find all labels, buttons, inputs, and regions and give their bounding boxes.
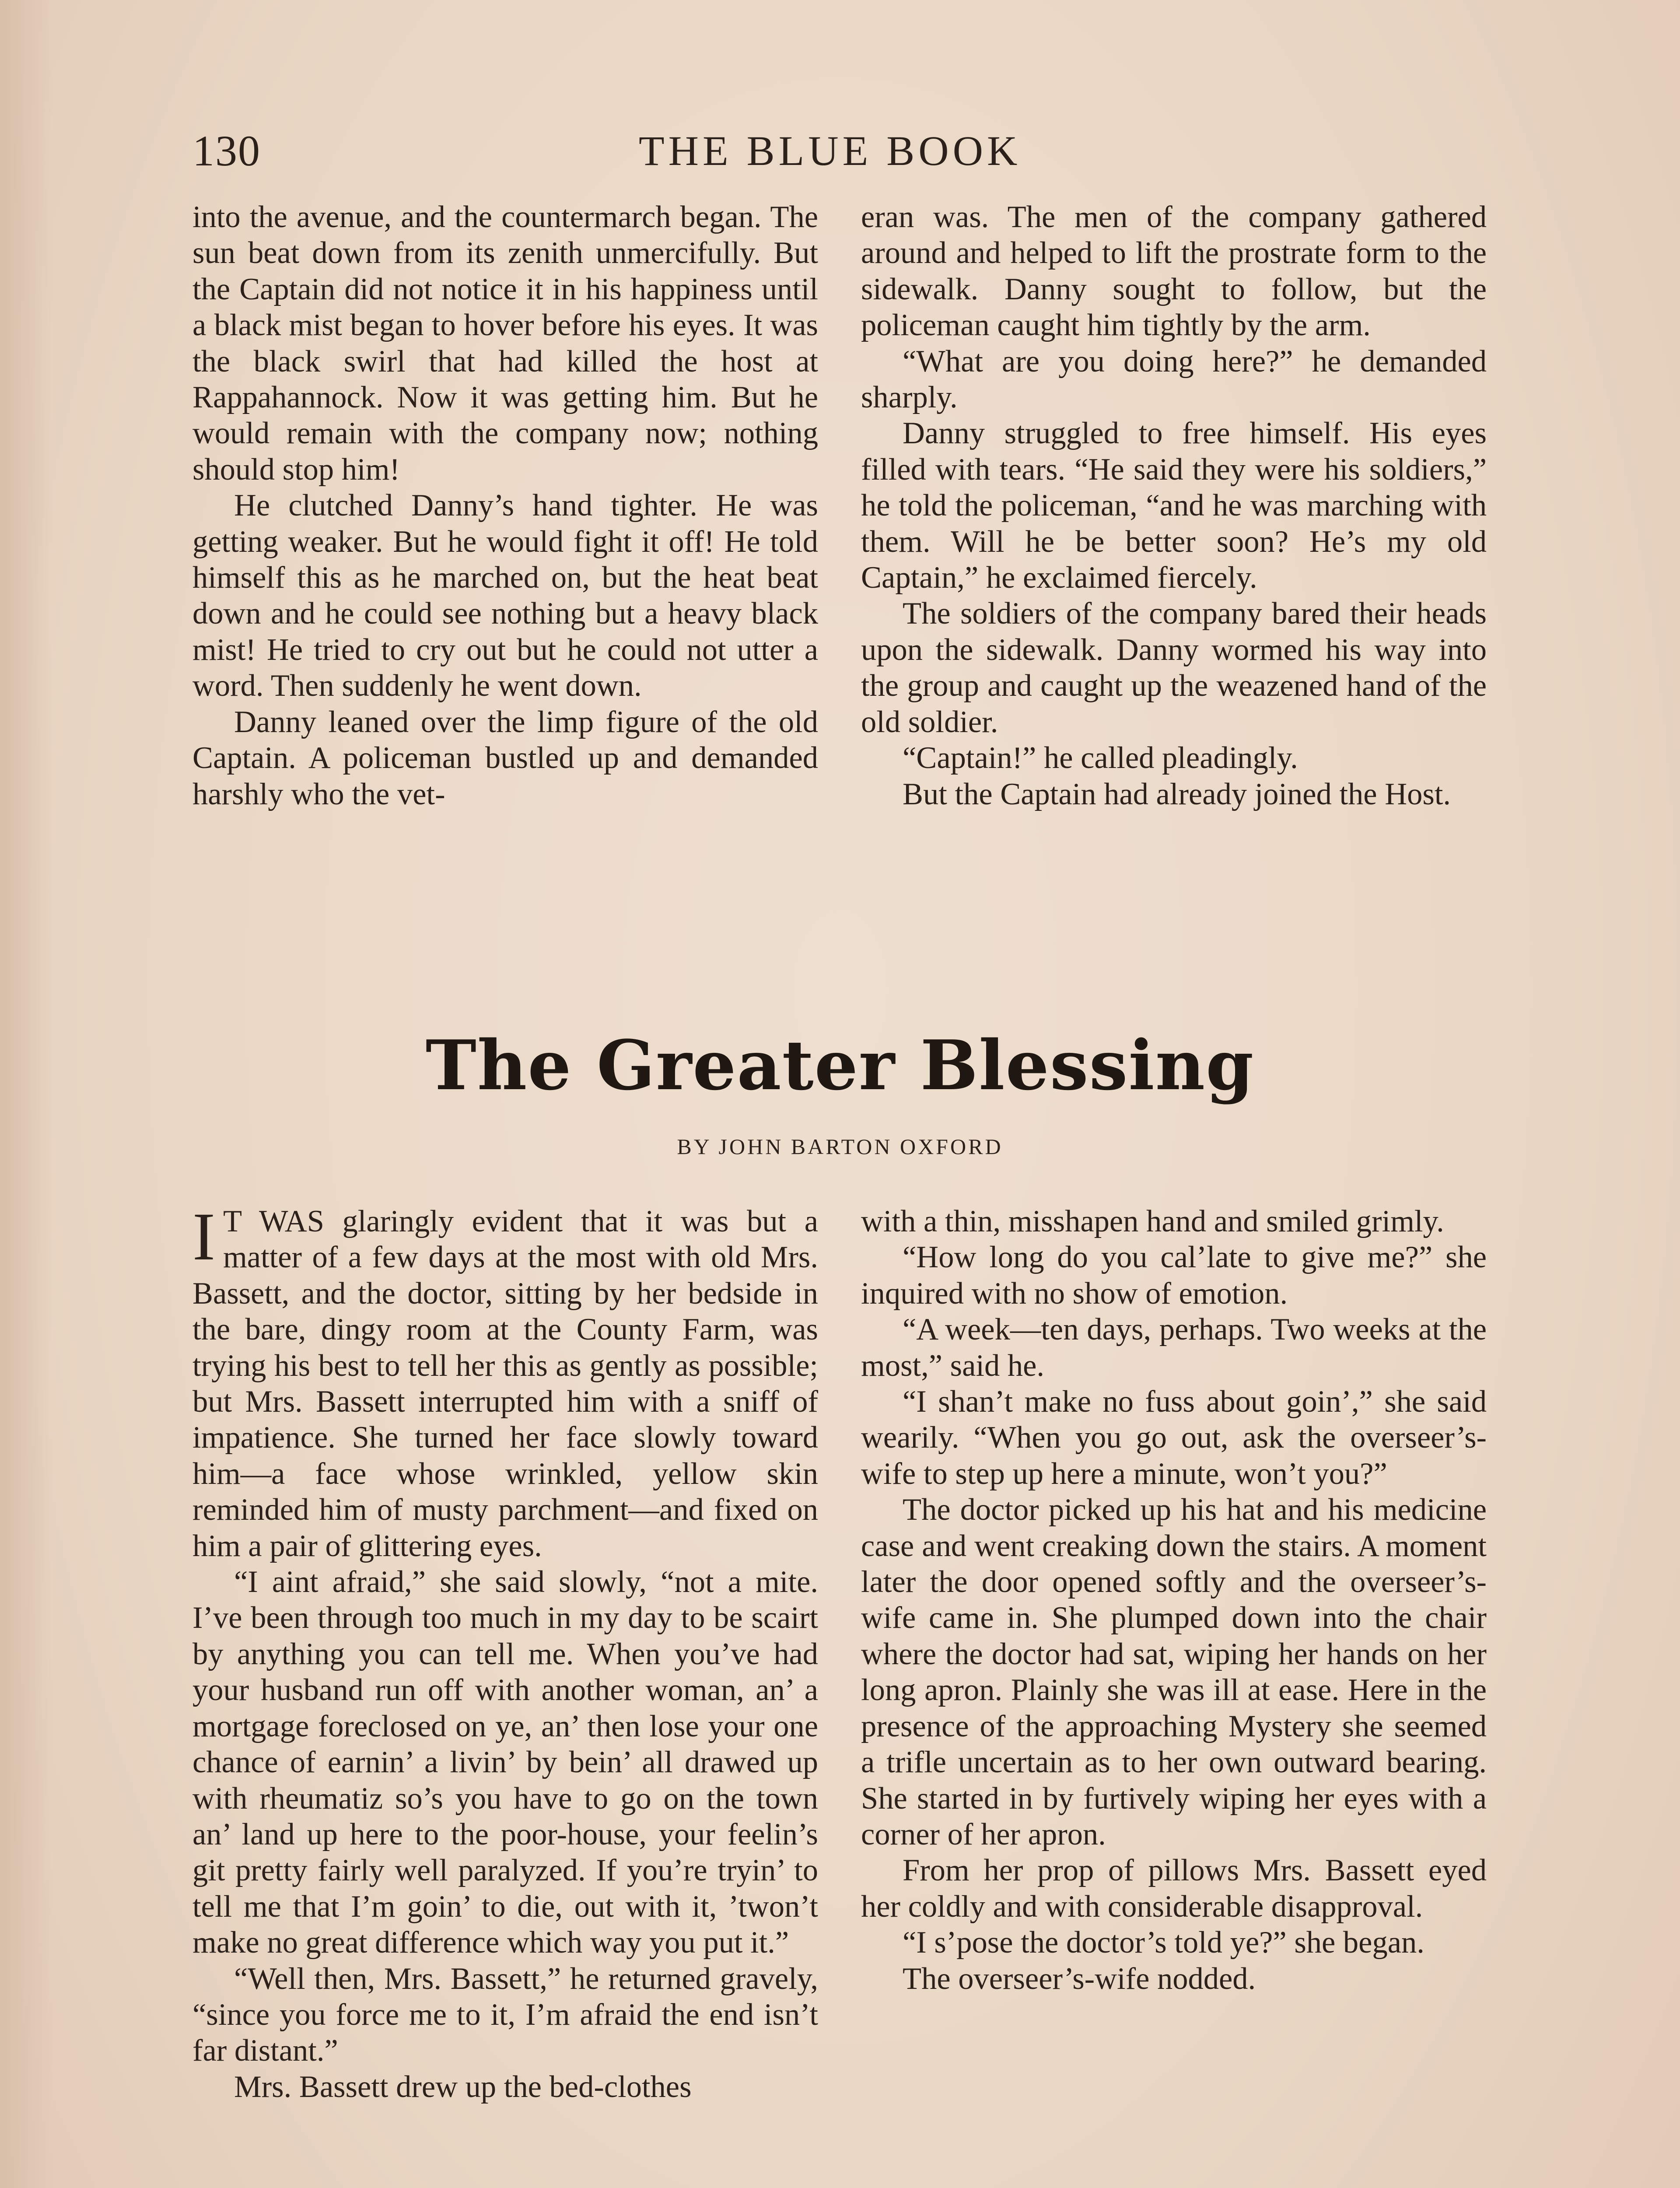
- story-title: The Greater Blessing: [425, 1025, 1255, 1105]
- story-left-column: [192, 1199, 818, 2105]
- page-number: 130: [192, 126, 261, 175]
- opening-paragraph-text: T WAS glaringly evident that it was but a matter of a few days at the most with old Mrs. Bassett, and the doctor, sitting by her bedside in the bare, dingy room at the County Farm, was trying his best to tell her this as gently as possible; but Mrs. Bassett interrupted him with a sniff of impatience. She turned her face slowly toward him—a face whose wrinkled, yellow skin reminded him of musty parchment—and fixed on him a pair of glittering eyes.: [192, 1204, 818, 1563]
- paragraph: But the Captain had already joined the Host.: [903, 777, 1451, 811]
- paragraph: “I s’pose the doctor’s told ye?” she began.: [903, 1925, 1424, 1960]
- paragraph: Danny leaned over the limp figure of the old Captain. A policeman bustled up and demanded harshly who the vet-: [192, 705, 818, 811]
- opening-paragraph: [192, 1199, 818, 1564]
- paragraph: into the avenue, and the countermarch began. The sun beat down from its zenith unmercifully. But the Captain did not notice it in his happiness until a black mist began to hover before his eyes. It was the black swirl that had killed the host at Rappahannock. Now it was getting him. But he would remain with the company now; nothing should stop him!: [192, 200, 818, 487]
- paragraph: The soldiers of the company bared their heads upon the sidewalk. Danny wormed his way into the group and caught up the weazened hand of the old soldier.: [861, 596, 1487, 739]
- paragraph: The doctor picked up his hat and his medicine case and went creaking down the stairs. A moment later the door opened softly and the overseer’s-wife came in. She plumped down into the chair where the doctor had sat, wiping her hands on her long apron. Plainly she was ill at ease. Here in the presence of the approaching Mystery she seemed a trifle uncertain as to her own outward bearing. She started in by furtively wiping her eyes with a corner of her apron.: [861, 1493, 1487, 1851]
- paragraph: “How long do you cal’late to give me?” she inquired with no show of emotion.: [861, 1240, 1487, 1311]
- page-edge-shadow: [0, 0, 52, 2188]
- paragraph: “What are you doing here?” he demanded sharply.: [861, 344, 1487, 415]
- running-title: THE BLUE BOOK: [639, 127, 1022, 174]
- paragraph: Danny struggled to free himself. His eyes filled with tears. “He said they were his soldiers,” he told the policeman, “and he was marching with them. Will he be better soon? He’s my old Captain,” he exclaimed fiercely.: [861, 416, 1487, 595]
- paragraph: “Well then, Mrs. Bassett,” he returned gravely, “since you force me to it, I’m afraid the end isn’t far distant.”: [192, 1961, 818, 2068]
- paragraph: eran was. The men of the company gathered around and helped to lift the prostrate form to the sidewalk. Danny sought to follow, but the policeman caught him tightly by the arm.: [861, 200, 1487, 343]
- paragraph: From her prop of pillows Mrs. Bassett eyed her coldly and with considerable disapproval.: [861, 1853, 1487, 1924]
- previous-story-right-column: [861, 199, 1487, 812]
- page-header: [192, 123, 1505, 179]
- paragraph: with a thin, misshapen hand and smiled grimly.: [861, 1204, 1444, 1238]
- story-right-column: [861, 1203, 1487, 1997]
- paragraph: He clutched Danny’s hand tighter. He was getting weaker. But he would fight it off! He told himself this as he marched on, but the heat beat down and he could see nothing but a heavy black mist! He tried to cry out but he could not utter a word. Then suddenly he went down.: [192, 488, 818, 703]
- previous-story-left-column: [192, 199, 818, 812]
- paragraph: The overseer’s-wife nodded.: [903, 1961, 1256, 1996]
- paragraph: Mrs. Bassett drew up the bed-clothes: [234, 2069, 692, 2104]
- paragraph: “Captain!” he called pleadingly.: [903, 741, 1298, 775]
- drop-cap: I: [192, 1199, 215, 1274]
- paragraph: “A week—ten days, perhaps. Two weeks at the most,” said he.: [861, 1312, 1487, 1383]
- paragraph: “I shan’t make no fuss about goin’,” she said wearily. “When you go out, ask the overseer’s-wife to step up here a minute, won’t you?”: [861, 1385, 1487, 1491]
- paragraph: “I aint afraid,” she said slowly, “not a mite. I’ve been through too much in my day to be scairt by anything you can tell me. When you’ve had your husband run off with another woman, an’ a mortgage foreclosed on ye, an’ then lose your one chance of earnin’ a livin’ by bein’ all drawed up with rheumatiz so’s you have to go on the town an’ land up here to the poor-house, your feelin’s git pretty fairly well paralyzed. If you’re tryin’ to tell me that I’m goin’ to die, out with it, ’twon’t make no great difference which way you put it.”: [192, 1565, 818, 1960]
- story-byline: BY JOHN BARTON OXFORD: [677, 1134, 1003, 1159]
